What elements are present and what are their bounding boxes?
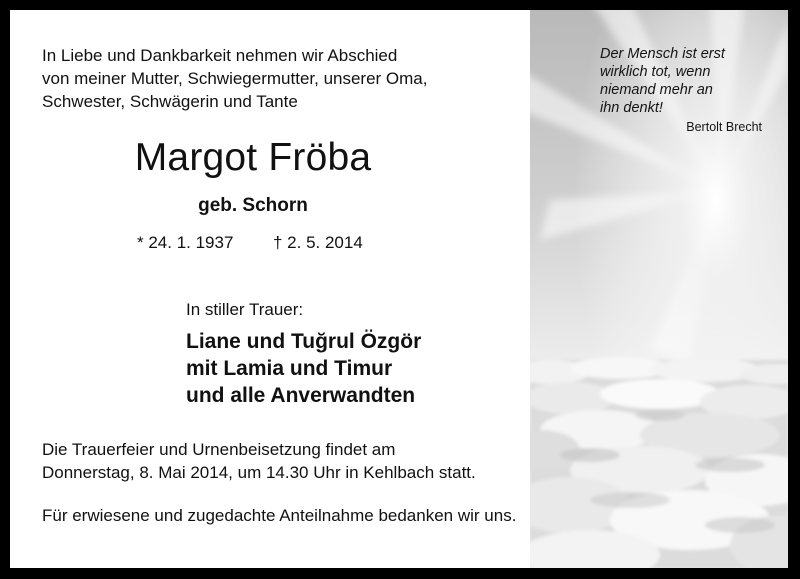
birth-date: * 24. 1. 1937 xyxy=(137,233,234,252)
mourning-label: In stiller Trauer: xyxy=(186,300,304,319)
mourners-list xyxy=(186,328,421,409)
quote-author: Bertolt Brecht xyxy=(686,120,762,134)
mourner-line: und alle Anverwandten xyxy=(186,384,416,407)
ceremony-notice xyxy=(42,438,476,484)
mourner-line: Liane und Tuğrul Özgör xyxy=(186,330,422,353)
farewell-intro xyxy=(42,44,428,113)
quote-line: wirklich tot, wenn xyxy=(600,64,711,80)
intro-line: Schwester, Schwägerin und Tante xyxy=(42,92,298,111)
deceased-name: Margot Fröba xyxy=(134,136,372,179)
death-date: † 2. 5. 2014 xyxy=(273,233,363,252)
quote-text xyxy=(600,45,780,117)
thanks-note: Für erwiesene und zugedachte Anteilnahme bedanken wir uns. xyxy=(42,506,517,525)
mourner-line: mit Lamia und Timur xyxy=(186,357,393,380)
intro-line: von meiner Mutter, Schwiegermutter, unserer Oma, xyxy=(42,69,428,88)
quote-line: niemand mehr an xyxy=(600,82,713,98)
ceremony-line: Die Trauerfeier und Urnenbeisetzung findet am xyxy=(42,440,396,459)
intro-line: In Liebe und Dankbarkeit nehmen wir Abschied xyxy=(42,46,398,65)
maiden-name: geb. Schorn xyxy=(198,195,308,216)
quote-line: ihn denkt! xyxy=(600,100,663,116)
quote-line: Der Mensch ist erst xyxy=(600,46,725,62)
ceremony-line: Donnerstag, 8. Mai 2014, um 14.30 Uhr in Kehlbach statt. xyxy=(42,463,476,482)
obituary-card xyxy=(10,10,788,568)
